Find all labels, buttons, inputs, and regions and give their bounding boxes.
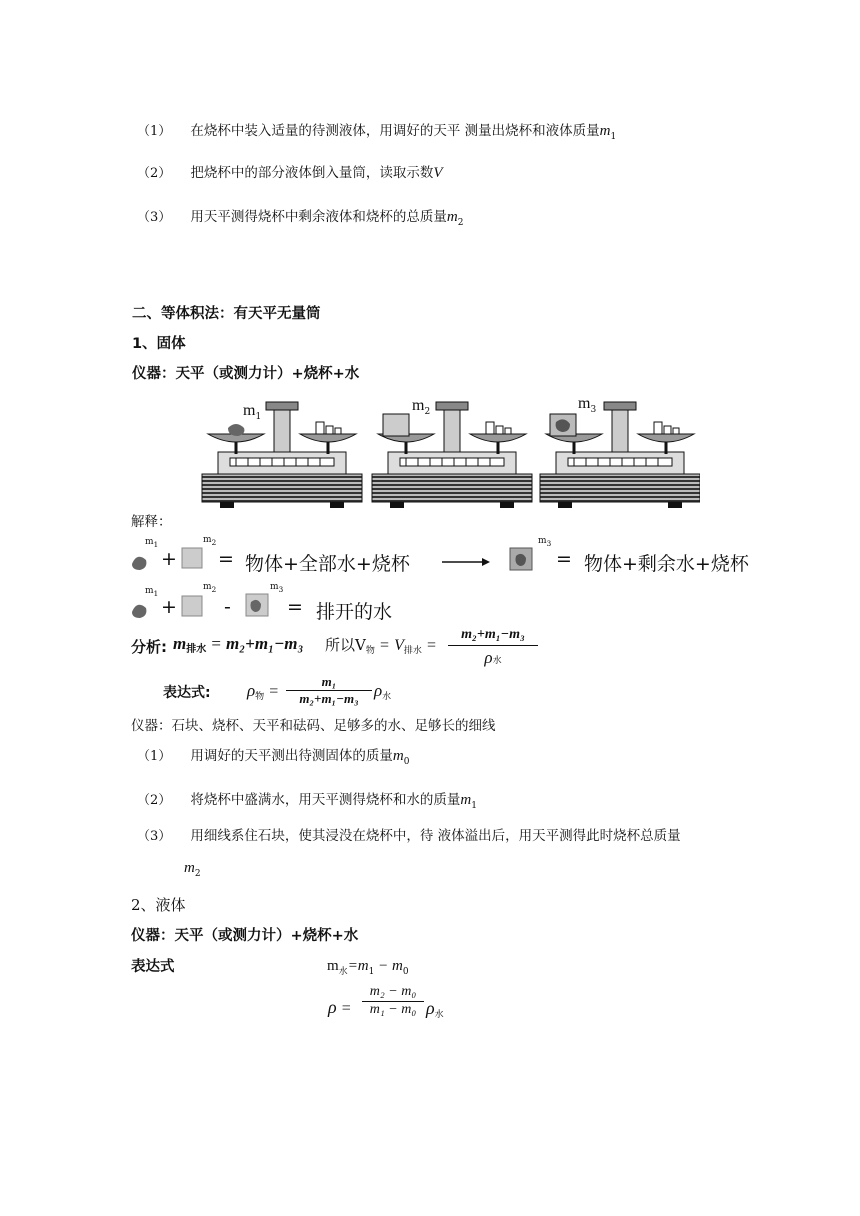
label-m3: $m_3$ (578, 395, 597, 415)
section-title: 二、等体积法：有天平无量筒 (132, 306, 321, 322)
eq1-m2: $m_2$ (203, 535, 217, 547)
step-solid-1: （1） 用调好的天平测出待测固体的质量$m_0$ (137, 748, 410, 767)
eq2-m2: $m_2$ (203, 582, 217, 594)
eq1-m3: $m_3$ (538, 536, 552, 548)
explain-label: 解释： (131, 514, 172, 530)
eq1-equals-2: = (556, 548, 572, 570)
water-mass-formula: $m_水=m_1 - m_0$ (327, 958, 409, 977)
expr-label: 表达式: (163, 685, 211, 701)
sub2-instruments: 仪器：天平（或测力计）+烧杯+水 (131, 928, 359, 944)
arrow-icon (440, 556, 490, 568)
density-fraction: m₂ − m₀ m₁ − m₀ (362, 984, 424, 1018)
label-m1: $m_1$ (243, 402, 262, 422)
instruments-2: 仪器：石块、烧杯、天平和砝码、足够多的水、足够长的细线 (131, 718, 496, 734)
eq1-rhs: 物体+全部水+烧杯 (245, 553, 410, 575)
eq1-rhs2: 物体+剩余水+烧杯 (584, 553, 749, 575)
expr-tail: ρ水 (374, 681, 392, 702)
analysis-label: 分析: (131, 638, 167, 656)
analysis-lhs: m排水 = m₂+m₁−m₃ (173, 634, 304, 655)
step-solid-2: （2） 将烧杯中盛满水，用天平测得烧杯和水的质量$m_1$ (137, 792, 477, 811)
sub2-expr-label: 表达式 (131, 959, 175, 975)
eq2-plus: + (161, 596, 177, 618)
eq1-plus: + (161, 548, 177, 570)
step-liquid-1: （1） 在烧杯中装入适量的待测液体，用调好的天平 测量出烧杯和液体质量$m_1$ (137, 123, 617, 142)
beaker-stone-icon (508, 546, 534, 572)
sub1-instruments: 仪器：天平（或测力计）+烧杯+水 (132, 366, 360, 382)
analysis-so: 所以V物 = V排水 = (325, 636, 436, 656)
step-liquid-3: （3） 用天平测得烧杯中剩余液体和烧杯的总质量$m_2$ (137, 209, 464, 228)
step-liquid-2: （2） 把烧杯中的部分液体倒入量筒，读取示数V (137, 165, 443, 181)
sub2-title: 2、液体 (131, 896, 186, 914)
step-solid-3: （3） 用细线系住石块，使其浸没在烧杯中，待 液体溢出后，用天平测得此时烧杯总质量 (137, 828, 681, 844)
label-m2: $m_2$ (412, 397, 431, 417)
sub1-title: 1、固体 (132, 336, 186, 352)
eq2-m1: $m_1$ (145, 586, 159, 598)
expr-fraction: m₁ m₂+m₁−m₃ (286, 674, 372, 707)
balance-figure (200, 392, 700, 514)
eq1-equals: = (218, 548, 234, 570)
eq2-rhs: 排开的水 (316, 601, 393, 623)
analysis-fraction: m₂+m₁−m₃ ρ水 (448, 627, 538, 668)
eq2-equals: = (287, 596, 303, 618)
density-lhs: ρ = (328, 997, 351, 1017)
eq2-minus: - (224, 596, 231, 618)
expr-rho: ρ物 = (247, 681, 279, 702)
step-solid-3-var: $m_2$ (184, 860, 201, 879)
eq2-m3: $m_3$ (270, 582, 284, 594)
eq1-m1: $m_1$ (145, 537, 159, 549)
density-tail: ρ水 (426, 998, 444, 1020)
